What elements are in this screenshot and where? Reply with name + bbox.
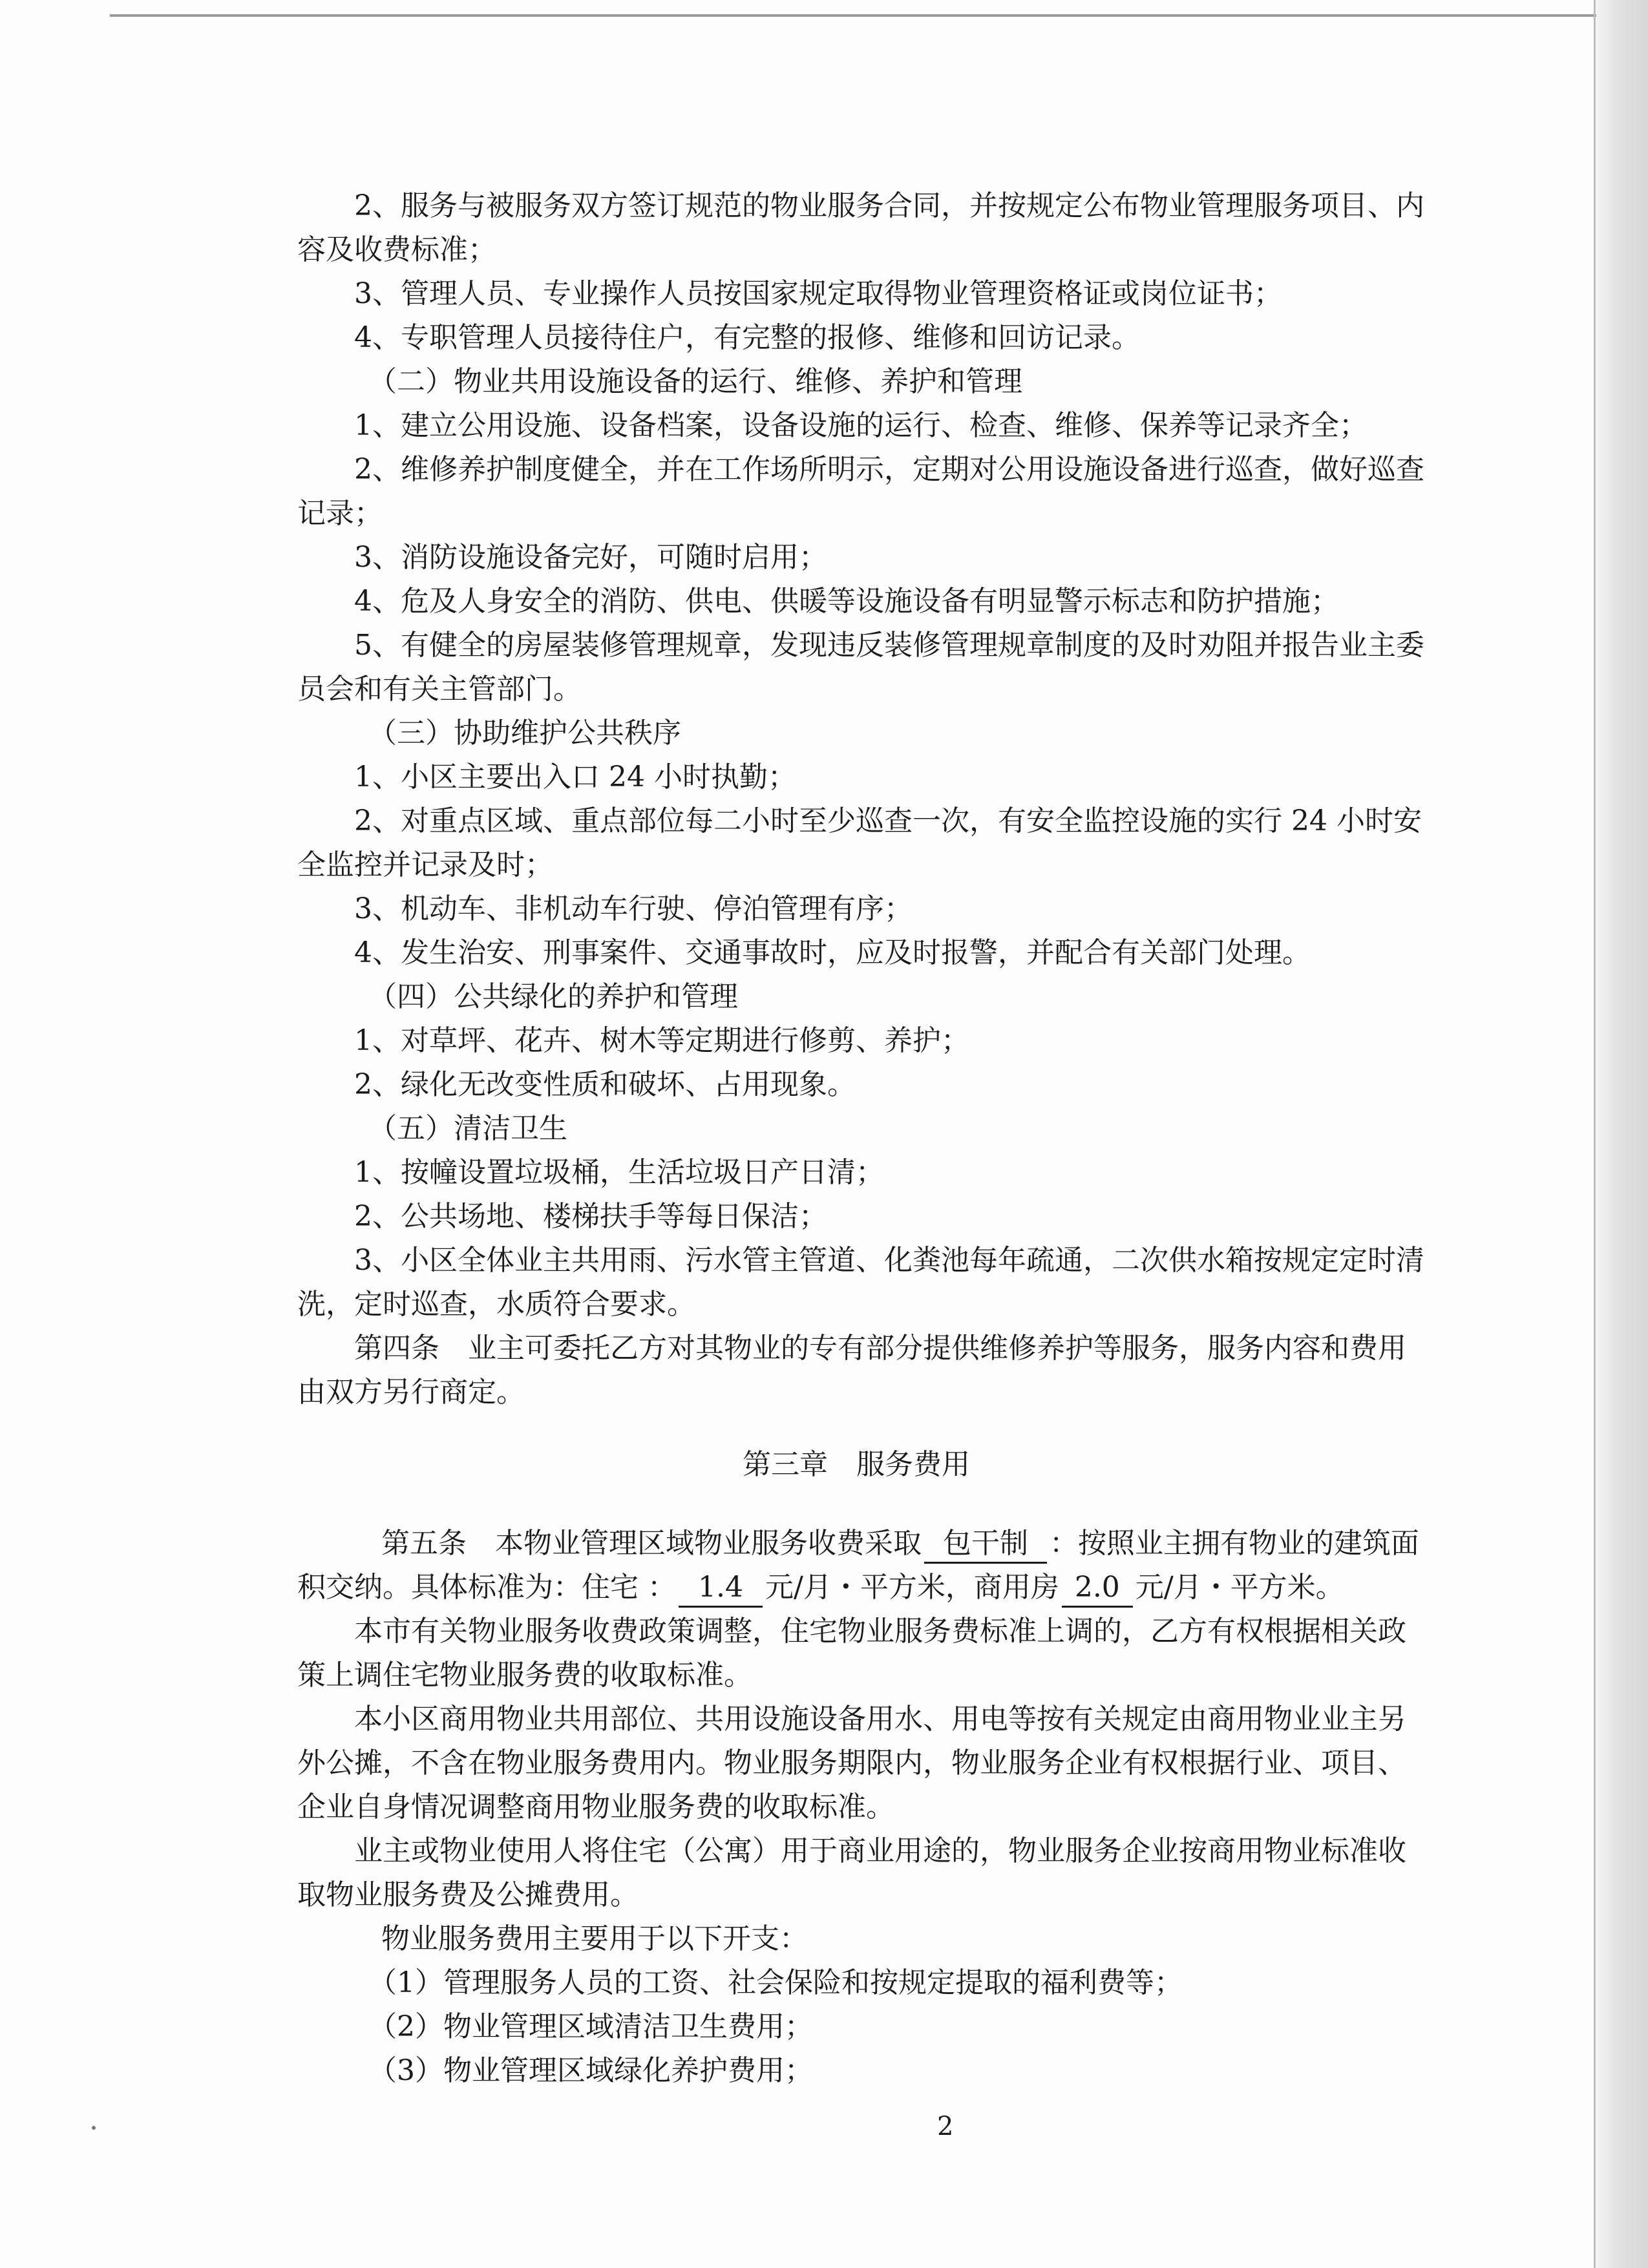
text-line: 容及收费标准；	[297, 233, 496, 266]
text-line: 3、消防设施设备完好，可随时启用；	[354, 541, 827, 574]
scan-right-margin	[1596, 0, 1648, 2268]
text-line: 员会和有关主管部门。	[297, 673, 582, 706]
text-line: 1、建立公用设施、设备档案，设备设施的运行、检查、维修、保养等记录齐全；	[354, 409, 1368, 442]
text-line: 外公摊，不含在物业服务费用内。物业服务期限内，物业服务企业有权根据行业、项目、	[297, 1747, 1406, 1780]
text-line: 洗，定时巡查，水质符合要求。	[297, 1288, 695, 1321]
text-line: 取物业服务费及公摊费用。	[297, 1878, 639, 1911]
page-number: 2	[937, 2112, 954, 2141]
text-line: 2、维修养护制度健全，并在工作场所明示，定期对公用设施设备进行巡查，做好巡查	[354, 453, 1424, 486]
text-line: 记录；	[297, 497, 383, 530]
document-body	[297, 184, 1570, 2093]
text-line: 4、危及人身安全的消防、供电、供暖等设施设备有明显警示标志和防护措施；	[354, 585, 1339, 618]
text-line: 本小区商用物业共用部位、共用设施设备用水、用电等按有关规定由商用物业业主另	[354, 1703, 1406, 1736]
text-line: 全监控并记录及时；	[297, 848, 553, 881]
article-five-mid: ：按照业主拥有物业的建筑面	[1050, 1527, 1419, 1560]
commercial-rate-field: 2.0	[1062, 1570, 1133, 1608]
text-line: 2、服务与被服务双方签订规范的物业服务合同，并按规定公布物业管理服务项目、内	[354, 189, 1424, 222]
article-five-line2-mid: 元/月・平方米，商用房	[765, 1571, 1059, 1604]
text-line: 3、小区全体业主共用雨、污水管主管道、化粪池每年疏通，二次供水箱按规定定时清	[354, 1244, 1424, 1277]
text-line: 物业服务费用主要用于以下开支：	[381, 1922, 808, 1955]
text-line: 企业自身情况调整商用物业服务费的收取标准。	[297, 1790, 894, 1823]
chapter-heading: 第三章 服务费用	[743, 1448, 970, 1481]
text-line: 1、按幢设置垃圾桶，生活垃圾日产日清；	[354, 1156, 884, 1189]
expense-item: （2）物业管理区域清洁卫生费用；	[368, 2010, 813, 2043]
article-five-line2-prefix: 积交纳。具体标准为：住宅 ：	[297, 1571, 676, 1604]
text-line: 本市有关物业服务收费政策调整，住宅物业服务费标准上调的，乙方有权根据相关政	[354, 1615, 1406, 1648]
scan-right-edge-line	[1594, 0, 1596, 2268]
text-line: 2、公共场地、楼梯扶手等每日保洁；	[354, 1200, 827, 1233]
expense-item: （3）物业管理区域绿化养护费用；	[368, 2054, 813, 2087]
residential-rate-field: 1.4	[679, 1570, 763, 1608]
article-five-line2-suffix: 元/月・平方米。	[1135, 1571, 1344, 1604]
article-five-line-1	[297, 1522, 1570, 1566]
article-five-prefix: 第五条 本物业管理区域物业服务收费采取	[381, 1527, 922, 1560]
article-five-line-2	[297, 1566, 1570, 1610]
section-heading: （二）物业共用设施设备的运行、维修、养护和管理	[368, 365, 1022, 398]
text-line: 4、专职管理人员接待住户，有完整的报修、维修和回访记录。	[354, 321, 1140, 354]
text-line: 5、有健全的房屋装修管理规章，发现违反装修管理规章制度的及时劝阻并报告业主委	[354, 629, 1424, 662]
text-line: 3、机动车、非机动车行驶、停泊管理有序；	[354, 892, 913, 925]
text-line: 2、绿化无改变性质和破坏、占用现象。	[354, 1068, 856, 1101]
text-line: 2、对重点区域、重点部位每二小时至少巡查一次，有安全监控设施的实行 24 小时安	[354, 804, 1422, 837]
section-heading: （三）协助维护公共秩序	[368, 717, 681, 750]
text-line: 3、管理人员、专业操作人员按国家规定取得物业管理资格证或岗位证书；	[354, 277, 1282, 310]
article-four-line: 第四条 业主可委托乙方对其物业的专有部分提供维修养护等服务，服务内容和费用	[354, 1332, 1406, 1365]
expense-item: （1）管理服务人员的工资、社会保险和按规定提取的福利费等；	[368, 1966, 1183, 1999]
article-four-line: 由双方另行商定。	[297, 1376, 525, 1409]
section-heading: （五）清洁卫生	[368, 1112, 567, 1145]
text-line: 1、对草坪、花卉、树木等定期进行修剪、养护；	[354, 1024, 969, 1057]
fee-mode-field: 包干制	[924, 1526, 1047, 1564]
scan-speck	[92, 2126, 96, 2130]
text-line: 4、发生治安、刑事案件、交通事故时，应及时报警，并配合有关部门处理。	[354, 936, 1311, 969]
text-line: 业主或物业使用人将住宅（公寓）用于商业用途的，物业服务企业按商用物业标准收	[354, 1834, 1406, 1867]
text-line: 1、小区主要出入口 24 小时执勤；	[354, 761, 796, 793]
text-line: 策上调住宅物业服务费的收取标准。	[297, 1659, 752, 1692]
scan-top-edge	[110, 14, 1596, 17]
section-heading: （四）公共绿化的养护和管理	[368, 980, 738, 1013]
